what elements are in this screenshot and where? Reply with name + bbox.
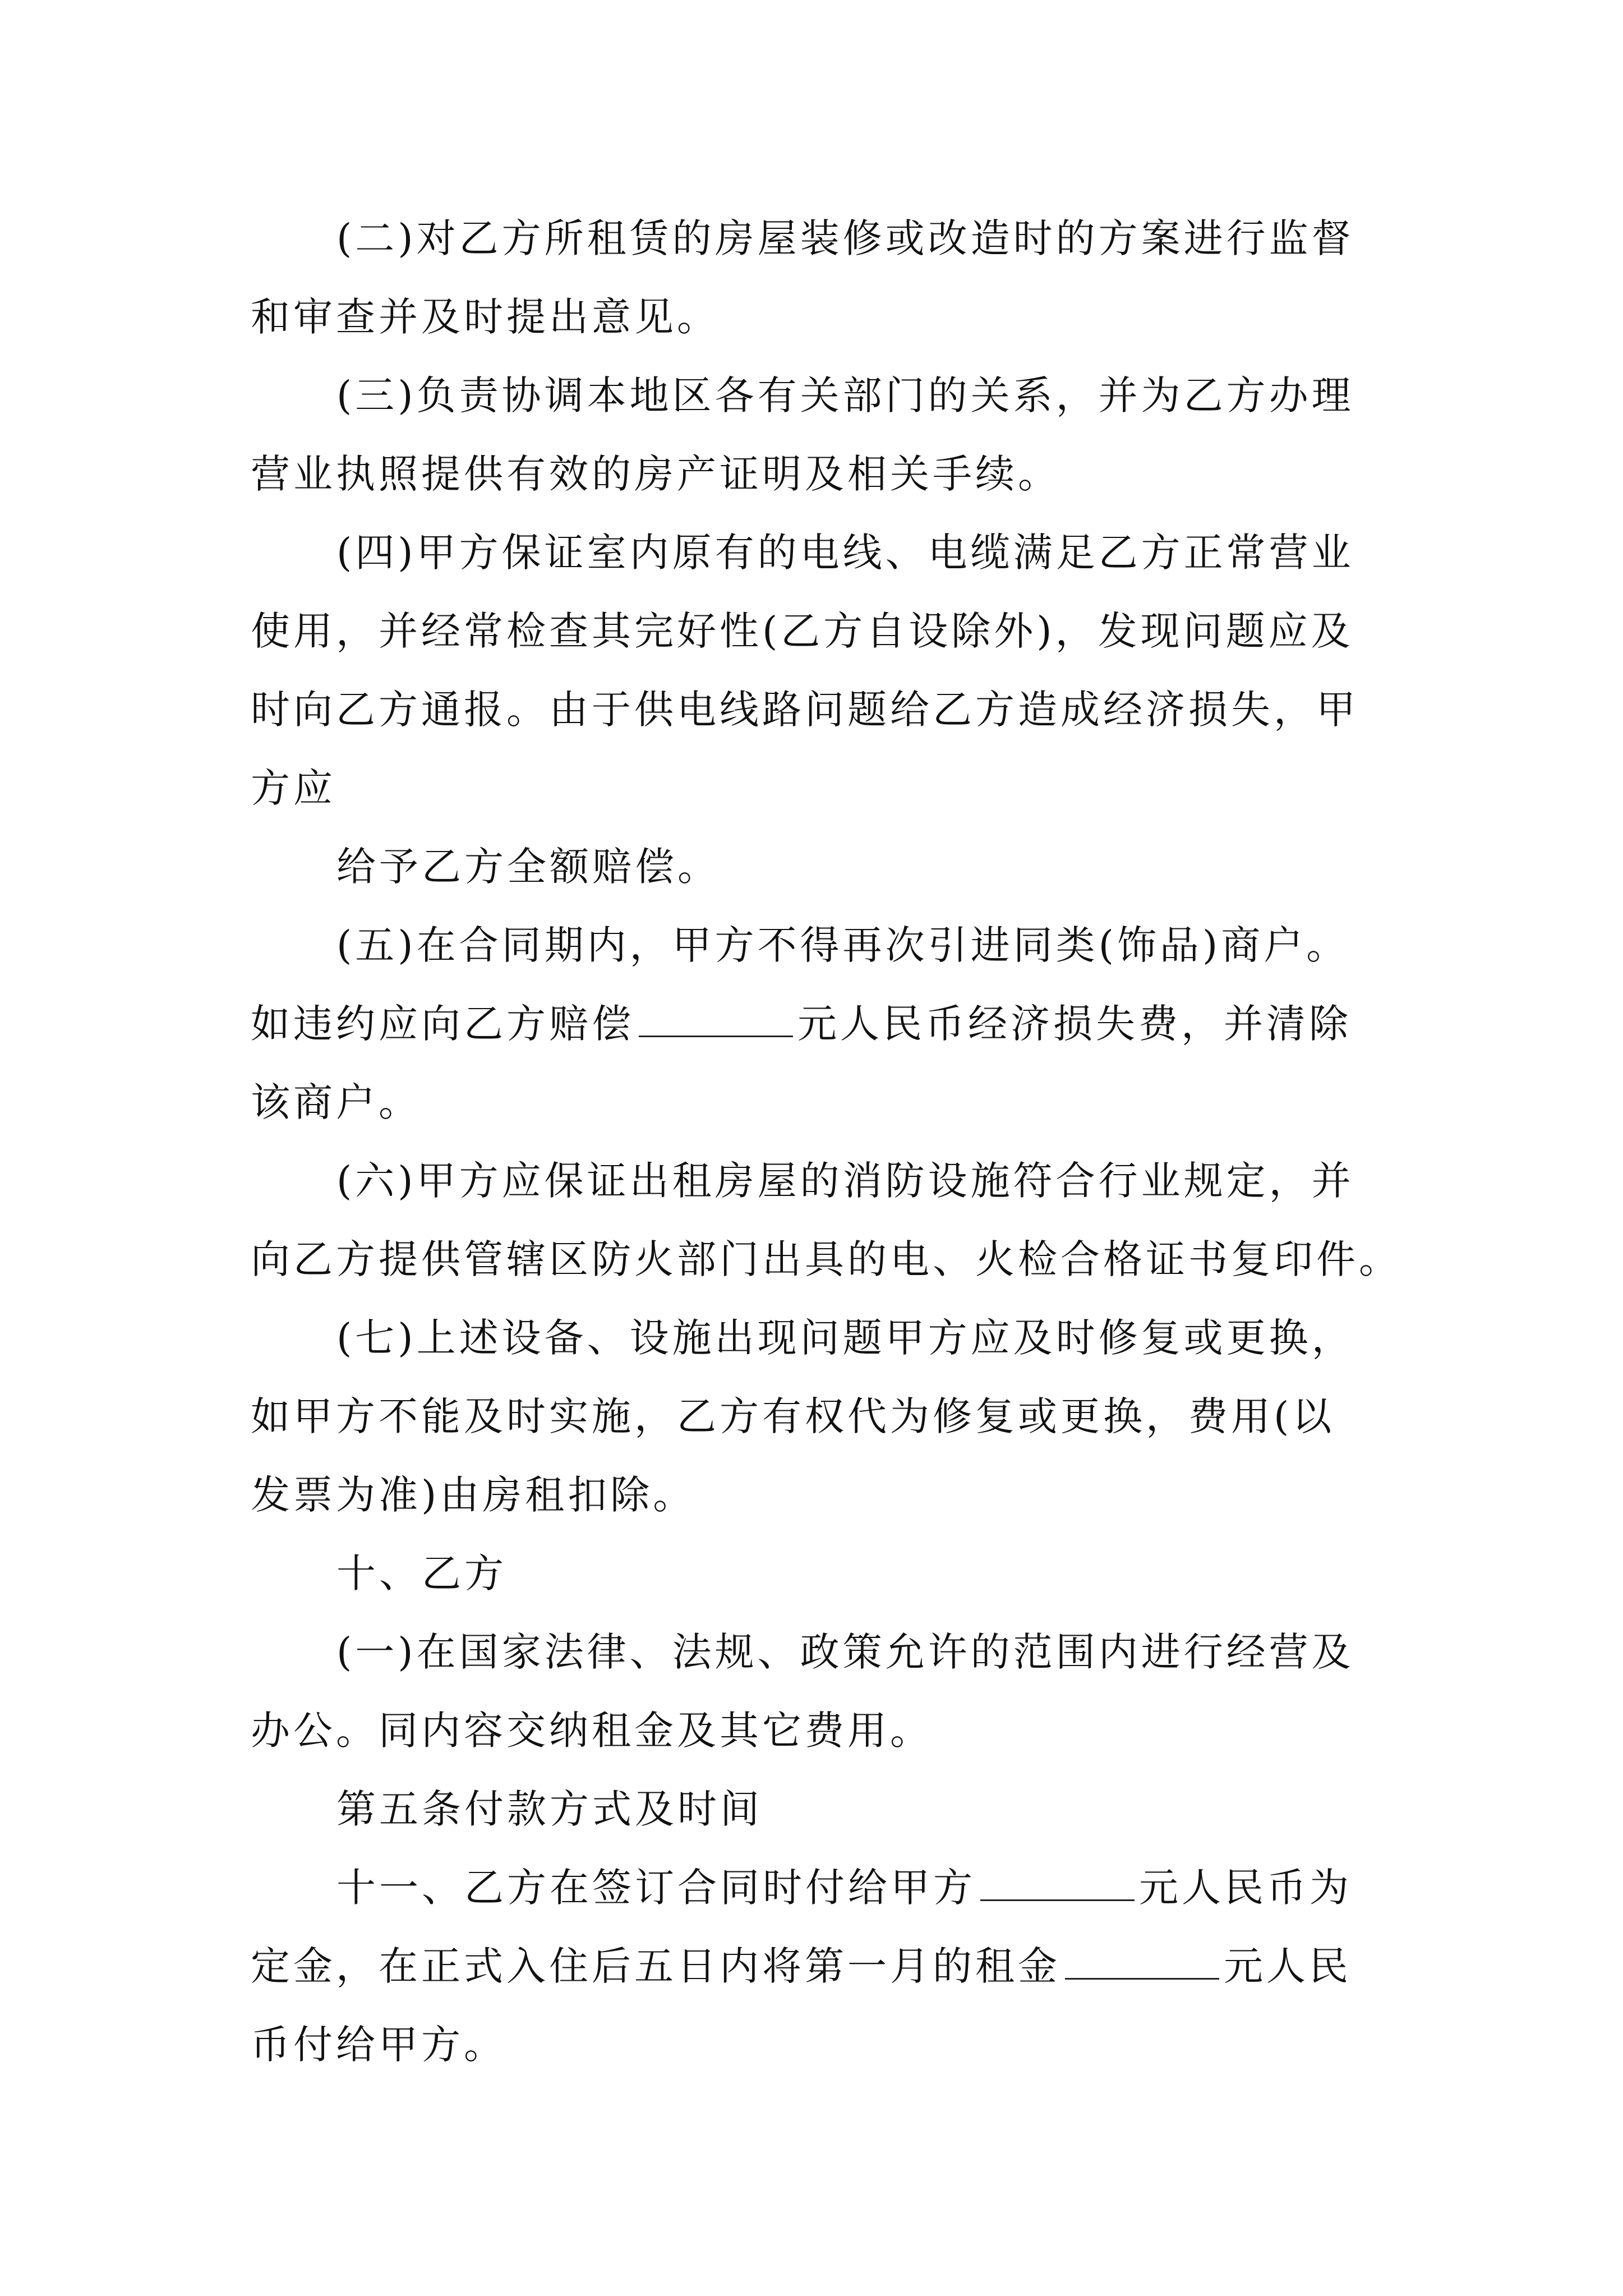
text-line: 使用，并经常检查其完好性(乙方自设除外)，发现问题应及 [251, 608, 1354, 654]
text-line: 向乙方提供管辖区防火部门出具的电、火检合格证书复印件。 [251, 1236, 1401, 1282]
text-line: (六)甲方应保证出租房屋的消防设施符合行业规定，并 [336, 1158, 1354, 1204]
text-line: (五)在合同期内，甲方不得再次引进同类(饰品)商户。 [336, 922, 1349, 968]
text-segment: 元人民币经济损失费，并清除 [797, 1001, 1352, 1047]
section-heading: 十、乙方 [336, 1550, 507, 1596]
text-line: 如甲方不能及时实施，乙方有权代为修复或更换，费用(以 [251, 1393, 1335, 1439]
text-line: (七)上述设备、设施出现问题甲方应及时修复或更换， [336, 1315, 1354, 1361]
text-line: 方应 [251, 765, 336, 811]
text-line: (三)负责协调本地区各有关部门的关系，并为乙方办理 [336, 372, 1354, 418]
fill-in-blank [639, 1001, 793, 1037]
text-line-with-blank [251, 1939, 1352, 1993]
text-line: (一)在国家法律、法规、政策允许的范围内进行经营及 [336, 1629, 1354, 1675]
text-line: 该商户。 [251, 1079, 421, 1125]
article-heading: 第五条付款方式及时间 [336, 1786, 763, 1832]
fill-in-blank [980, 1865, 1135, 1901]
text-segment: 元人民币为 [1139, 1865, 1352, 1911]
text-line: 办公。同内容交纳租金及其它费用。 [251, 1708, 933, 1754]
text-segment: 定金，在正式入住后五日内将第一月的租金 [251, 1943, 1061, 1989]
text-line: 发票为准)由房租扣除。 [251, 1472, 696, 1518]
text-segment: 元人民 [1224, 1943, 1352, 1989]
text-line: (二)对乙方所租赁的房屋装修或改造时的方案进行监督 [336, 215, 1354, 261]
text-segment: 如违约应向乙方赔偿 [251, 1001, 634, 1047]
text-line-with-blank [251, 997, 1352, 1051]
text-line: 营业执照提供有效的房产证明及相关手续。 [251, 451, 1061, 497]
text-line-with-blank [336, 1861, 1352, 1915]
text-line: (四)甲方保证室内原有的电线、电缆满足乙方正常营业 [336, 530, 1354, 576]
text-line: 和审查并及时提出意见。 [251, 294, 720, 340]
fill-in-blank [1065, 1943, 1219, 1980]
text-line: 给予乙方全额赔偿。 [336, 844, 720, 890]
text-segment: 十一、乙方在签订合同时付给甲方 [336, 1865, 976, 1911]
text-line: 币付给甲方。 [251, 2022, 506, 2068]
text-line: 时向乙方通报。由于供电线路问题给乙方造成经济损失，甲 [251, 687, 1359, 733]
